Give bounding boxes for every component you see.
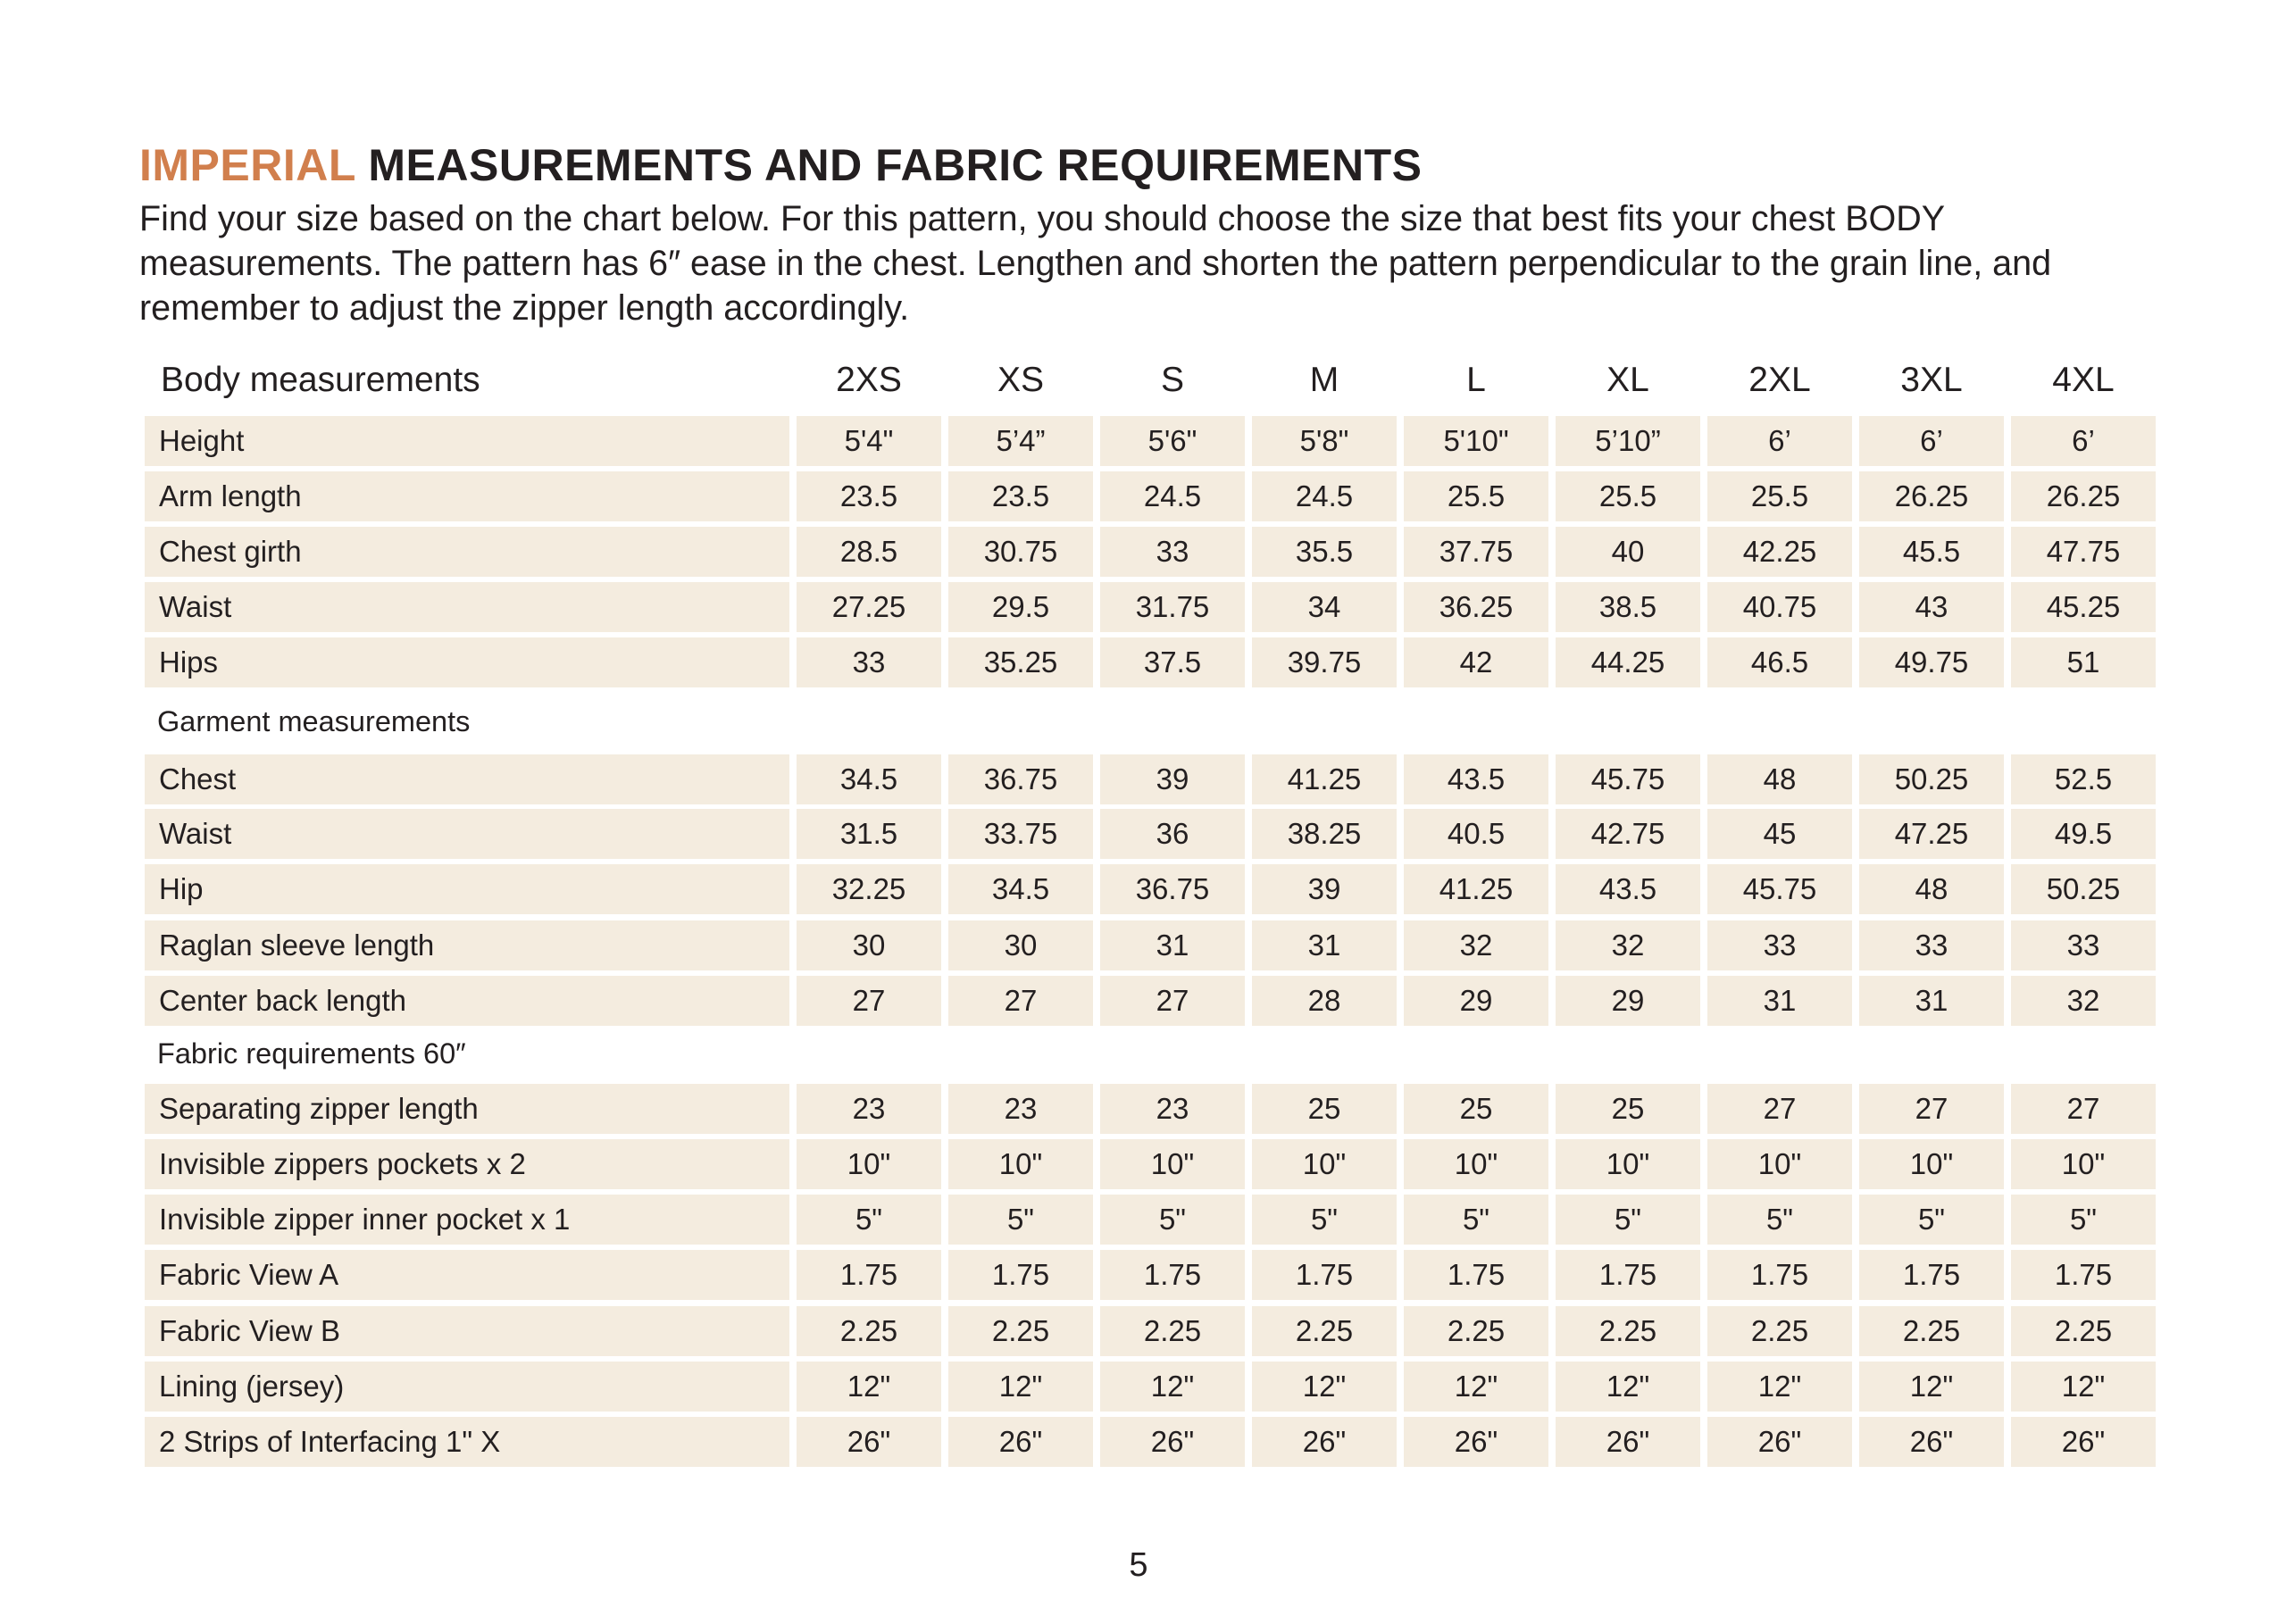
- value-cell-xl: 5": [1556, 1195, 1700, 1245]
- row-label: Hips: [145, 637, 789, 687]
- value-cell-l: 12": [1404, 1362, 1548, 1412]
- header-label: Body measurements: [161, 361, 480, 399]
- value-cell-xl: 42.75: [1556, 809, 1700, 859]
- value-cell-xs: 34.5: [948, 864, 1093, 914]
- value-cell-4xl: 6’: [2011, 416, 2156, 466]
- value-cell-m: 34: [1252, 582, 1397, 632]
- value-cell-xl: 1.75: [1556, 1250, 1700, 1300]
- value-cell-2xs: 33: [797, 637, 941, 687]
- size-header-m: M: [1309, 361, 1339, 399]
- value-cell-2xs: 12": [797, 1362, 941, 1412]
- value-cell-xs: 33.75: [948, 809, 1093, 859]
- value-cell-2xl: 42.25: [1707, 527, 1852, 577]
- value-cell-s: 33: [1100, 527, 1245, 577]
- value-cell-xs: 27: [948, 976, 1093, 1026]
- row-label: Hip: [145, 864, 789, 914]
- table-header: [139, 355, 2152, 405]
- value-cell-s: 27: [1100, 976, 1245, 1026]
- value-cell-m: 38.25: [1252, 809, 1397, 859]
- value-cell-s: 31: [1100, 920, 1245, 970]
- value-cell-xs: 23.5: [948, 471, 1093, 521]
- value-cell-s: 12": [1100, 1362, 1245, 1412]
- value-cell-xl: 25: [1556, 1084, 1700, 1134]
- value-cell-m: 35.5: [1252, 527, 1397, 577]
- value-cell-2xs: 1.75: [797, 1250, 941, 1300]
- value-cell-2xs: 34.5: [797, 754, 941, 804]
- value-cell-2xs: 30: [797, 920, 941, 970]
- value-cell-3xl: 31: [1859, 976, 2004, 1026]
- value-cell-l: 43.5: [1404, 754, 1548, 804]
- value-cell-m: 31: [1252, 920, 1397, 970]
- value-cell-m: 2.25: [1252, 1306, 1397, 1356]
- row-label: Raglan sleeve length: [145, 920, 789, 970]
- row-label: Waist: [145, 582, 789, 632]
- value-cell-2xl: 25.5: [1707, 471, 1852, 521]
- value-cell-xl: 26": [1556, 1417, 1700, 1467]
- value-cell-4xl: 50.25: [2011, 864, 2156, 914]
- value-cell-3xl: 2.25: [1859, 1306, 2004, 1356]
- value-cell-3xl: 5": [1859, 1195, 2004, 1245]
- value-cell-4xl: 26.25: [2011, 471, 2156, 521]
- section-title: Garment measurements: [157, 705, 471, 737]
- value-cell-4xl: 45.25: [2011, 582, 2156, 632]
- value-cell-m: 25: [1252, 1084, 1397, 1134]
- value-cell-xs: 2.25: [948, 1306, 1093, 1356]
- value-cell-l: 42: [1404, 637, 1548, 687]
- value-cell-2xl: 2.25: [1707, 1306, 1852, 1356]
- size-header-xl: XL: [1606, 361, 1649, 399]
- value-cell-l: 1.75: [1404, 1250, 1548, 1300]
- value-cell-3xl: 26.25: [1859, 471, 2004, 521]
- heading-accent: IMPERIAL: [139, 140, 355, 190]
- value-cell-m: 5": [1252, 1195, 1397, 1245]
- value-cell-m: 12": [1252, 1362, 1397, 1412]
- value-cell-l: 26": [1404, 1417, 1548, 1467]
- value-cell-2xl: 1.75: [1707, 1250, 1852, 1300]
- value-cell-3xl: 26": [1859, 1417, 2004, 1467]
- size-header-2xs: 2XS: [836, 361, 902, 399]
- value-cell-4xl: 27: [2011, 1084, 2156, 1134]
- row-label: Fabric View B: [145, 1306, 789, 1356]
- value-cell-4xl: 47.75: [2011, 527, 2156, 577]
- value-cell-2xl: 40.75: [1707, 582, 1852, 632]
- value-cell-l: 36.25: [1404, 582, 1548, 632]
- value-cell-s: 5'6": [1100, 416, 1245, 466]
- value-cell-3xl: 49.75: [1859, 637, 2004, 687]
- value-cell-xs: 12": [948, 1362, 1093, 1412]
- value-cell-xs: 29.5: [948, 582, 1093, 632]
- value-cell-s: 31.75: [1100, 582, 1245, 632]
- value-cell-xs: 10": [948, 1139, 1093, 1189]
- value-cell-xl: 5’10”: [1556, 416, 1700, 466]
- value-cell-xl: 29: [1556, 976, 1700, 1026]
- value-cell-3xl: 12": [1859, 1362, 2004, 1412]
- value-cell-s: 23: [1100, 1084, 1245, 1134]
- value-cell-m: 10": [1252, 1139, 1397, 1189]
- value-cell-xl: 25.5: [1556, 471, 1700, 521]
- value-cell-xs: 23: [948, 1084, 1093, 1134]
- value-cell-m: 26": [1252, 1417, 1397, 1467]
- value-cell-s: 37.5: [1100, 637, 1245, 687]
- value-cell-4xl: 26": [2011, 1417, 2156, 1467]
- value-cell-4xl: 51: [2011, 637, 2156, 687]
- value-cell-2xl: 33: [1707, 920, 1852, 970]
- value-cell-l: 25.5: [1404, 471, 1548, 521]
- value-cell-xl: 38.5: [1556, 582, 1700, 632]
- value-cell-l: 5'10": [1404, 416, 1548, 466]
- value-cell-xs: 36.75: [948, 754, 1093, 804]
- value-cell-2xl: 27: [1707, 1084, 1852, 1134]
- value-cell-2xs: 28.5: [797, 527, 941, 577]
- value-cell-xl: 12": [1556, 1362, 1700, 1412]
- value-cell-xs: 26": [948, 1417, 1093, 1467]
- value-cell-xs: 30: [948, 920, 1093, 970]
- row-label: Waist: [145, 809, 789, 859]
- value-cell-4xl: 5": [2011, 1195, 2156, 1245]
- row-label: 2 Strips of Interfacing 1" X: [145, 1417, 789, 1467]
- value-cell-m: 24.5: [1252, 471, 1397, 521]
- value-cell-xs: 5": [948, 1195, 1093, 1245]
- value-cell-4xl: 1.75: [2011, 1250, 2156, 1300]
- value-cell-l: 32: [1404, 920, 1548, 970]
- row-label: Lining (jersey): [145, 1362, 789, 1412]
- value-cell-xl: 45.75: [1556, 754, 1700, 804]
- value-cell-3xl: 27: [1859, 1084, 2004, 1134]
- page-number: 5: [1129, 1546, 1148, 1584]
- value-cell-3xl: 50.25: [1859, 754, 2004, 804]
- row-label: Chest girth: [145, 527, 789, 577]
- value-cell-s: 36.75: [1100, 864, 1245, 914]
- row-label: Fabric View A: [145, 1250, 789, 1300]
- value-cell-3xl: 48: [1859, 864, 2004, 914]
- value-cell-s: 1.75: [1100, 1250, 1245, 1300]
- value-cell-2xs: 10": [797, 1139, 941, 1189]
- row-label: Separating zipper length: [145, 1084, 789, 1134]
- value-cell-xl: 10": [1556, 1139, 1700, 1189]
- value-cell-2xl: 12": [1707, 1362, 1852, 1412]
- value-cell-3xl: 1.75: [1859, 1250, 2004, 1300]
- value-cell-xl: 32: [1556, 920, 1700, 970]
- value-cell-3xl: 47.25: [1859, 809, 2004, 859]
- value-cell-2xl: 45: [1707, 809, 1852, 859]
- value-cell-4xl: 33: [2011, 920, 2156, 970]
- value-cell-2xl: 48: [1707, 754, 1852, 804]
- value-cell-xs: 5’4”: [948, 416, 1093, 466]
- value-cell-2xs: 23.5: [797, 471, 941, 521]
- value-cell-2xl: 31: [1707, 976, 1852, 1026]
- value-cell-xl: 2.25: [1556, 1306, 1700, 1356]
- value-cell-m: 39.75: [1252, 637, 1397, 687]
- value-cell-xl: 44.25: [1556, 637, 1700, 687]
- value-cell-2xs: 23: [797, 1084, 941, 1134]
- value-cell-m: 39: [1252, 864, 1397, 914]
- value-cell-l: 5": [1404, 1195, 1548, 1245]
- value-cell-4xl: 10": [2011, 1139, 2156, 1189]
- size-header-4xl: 4XL: [2052, 361, 2115, 399]
- value-cell-2xs: 26": [797, 1417, 941, 1467]
- value-cell-2xl: 5": [1707, 1195, 1852, 1245]
- value-cell-2xl: 10": [1707, 1139, 1852, 1189]
- value-cell-2xs: 27: [797, 976, 941, 1026]
- value-cell-s: 10": [1100, 1139, 1245, 1189]
- value-cell-xs: 35.25: [948, 637, 1093, 687]
- value-cell-2xl: 26": [1707, 1417, 1852, 1467]
- value-cell-2xs: 31.5: [797, 809, 941, 859]
- value-cell-s: 39: [1100, 754, 1245, 804]
- value-cell-m: 41.25: [1252, 754, 1397, 804]
- value-cell-3xl: 43: [1859, 582, 2004, 632]
- value-cell-s: 2.25: [1100, 1306, 1245, 1356]
- value-cell-2xs: 27.25: [797, 582, 941, 632]
- heading-rest: MEASUREMENTS AND FABRIC REQUIREMENTS: [355, 140, 1423, 190]
- row-label: Center back length: [145, 976, 789, 1026]
- size-header-xs: XS: [997, 361, 1045, 399]
- value-cell-s: 36: [1100, 809, 1245, 859]
- row-label: Invisible zippers pockets x 2: [145, 1139, 789, 1189]
- value-cell-m: 1.75: [1252, 1250, 1397, 1300]
- value-cell-4xl: 32: [2011, 976, 2156, 1026]
- value-cell-m: 5'8": [1252, 416, 1397, 466]
- value-cell-m: 28: [1252, 976, 1397, 1026]
- value-cell-l: 2.25: [1404, 1306, 1548, 1356]
- size-header-s: S: [1160, 361, 1184, 399]
- value-cell-2xs: 5'4": [797, 416, 941, 466]
- value-cell-3xl: 10": [1859, 1139, 2004, 1189]
- row-label: Height: [145, 416, 789, 466]
- value-cell-s: 26": [1100, 1417, 1245, 1467]
- value-cell-l: 37.75: [1404, 527, 1548, 577]
- row-label: Chest: [145, 754, 789, 804]
- row-label: Arm length: [145, 471, 789, 521]
- value-cell-xs: 1.75: [948, 1250, 1093, 1300]
- value-cell-l: 10": [1404, 1139, 1548, 1189]
- value-cell-2xs: 2.25: [797, 1306, 941, 1356]
- size-header-3xl: 3XL: [1900, 361, 1963, 399]
- value-cell-l: 29: [1404, 976, 1548, 1026]
- value-cell-4xl: 49.5: [2011, 809, 2156, 859]
- size-header-l: L: [1466, 361, 1486, 399]
- value-cell-s: 24.5: [1100, 471, 1245, 521]
- value-cell-4xl: 2.25: [2011, 1306, 2156, 1356]
- page-heading: [139, 140, 1423, 190]
- value-cell-4xl: 12": [2011, 1362, 2156, 1412]
- value-cell-l: 25: [1404, 1084, 1548, 1134]
- value-cell-s: 5": [1100, 1195, 1245, 1245]
- value-cell-l: 40.5: [1404, 809, 1548, 859]
- size-header-2xl: 2XL: [1748, 361, 1811, 399]
- value-cell-xs: 30.75: [948, 527, 1093, 577]
- row-label: Invisible zipper inner pocket x 1: [145, 1195, 789, 1245]
- value-cell-xl: 43.5: [1556, 864, 1700, 914]
- value-cell-2xl: 45.75: [1707, 864, 1852, 914]
- value-cell-3xl: 45.5: [1859, 527, 2004, 577]
- value-cell-2xl: 6’: [1707, 416, 1852, 466]
- value-cell-4xl: 52.5: [2011, 754, 2156, 804]
- value-cell-xl: 40: [1556, 527, 1700, 577]
- intro-paragraph: Find your size based on the chart below. For this pattern, you should choose the size that best fits your chest BODY measurements. The pattern has 6″ ease in the chest. Lengthen and shorten the pattern perpendicular to the grain line, and remember to adjust the zipper length accordingly.: [139, 199, 2052, 328]
- value-cell-2xl: 46.5: [1707, 637, 1852, 687]
- value-cell-3xl: 6’: [1859, 416, 2004, 466]
- value-cell-2xs: 32.25: [797, 864, 941, 914]
- value-cell-l: 41.25: [1404, 864, 1548, 914]
- value-cell-2xs: 5": [797, 1195, 941, 1245]
- section-title: Fabric requirements 60″: [157, 1037, 466, 1070]
- value-cell-3xl: 33: [1859, 920, 2004, 970]
